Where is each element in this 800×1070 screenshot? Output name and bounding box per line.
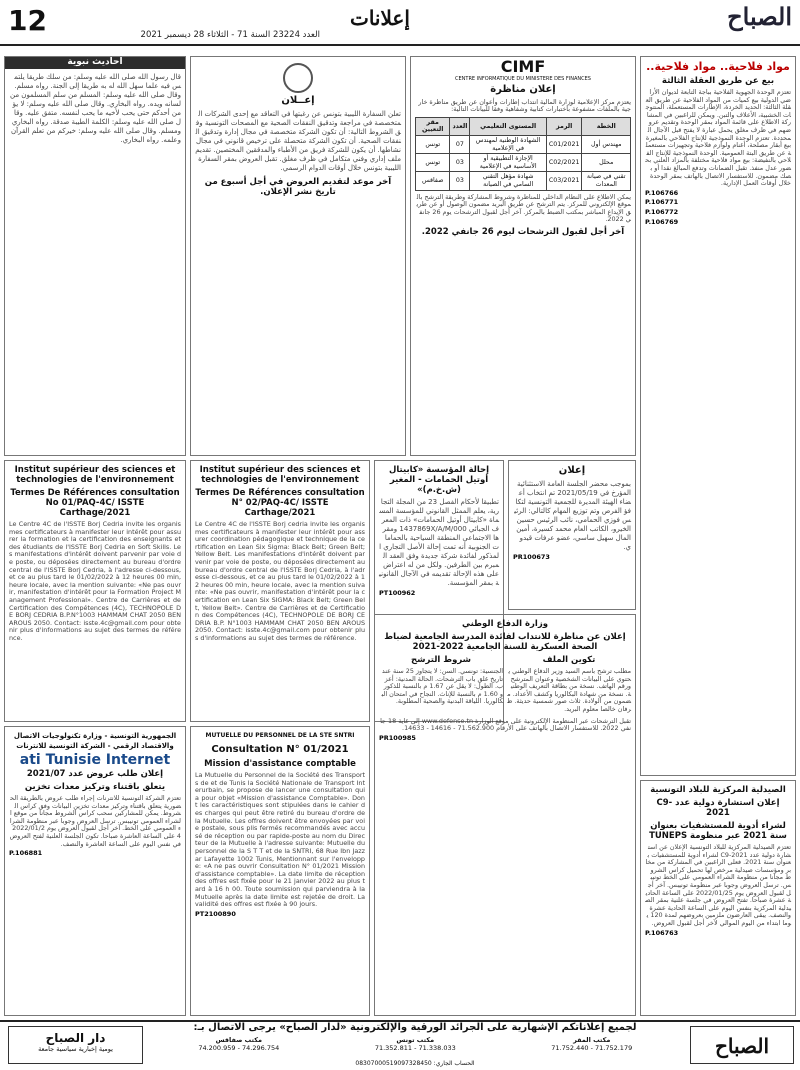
cimf-th: مقر التعيين (416, 117, 450, 135)
dateline: العدد 23224 السنة 71 - الثلاثاء 28 ديسمبر 2021 (140, 30, 320, 40)
mutuelle-org: MUTUELLE DU PERSONNEL DE LA STE SNTRI (205, 732, 355, 739)
issste-inst: Institut supérieur des sciences et technologies de l'environnement (14, 465, 176, 485)
cimf-cell: 03 (450, 154, 470, 172)
pharmacie-body: تعتزم الصيدلية المركزية للبلاد التونسية الإعلان عن استشارة دولية عدد C9-2021 لشراء أدوية للمستشفيات بعنوان سنة 2021. فعلى الراغبين في المشاركة من مخابر ومؤسسات صيدلية مرخص لها تحميل كراس الشروط مجانا من منظومة الشراء العمومي على الخط تونيبس. ترسل العروض وجوبا عبر منظومة تونيبس. آخر أجل لقبول العروض يوم 2022/01/25 على الساعة الحادية عشرة صباحا. تفتح العروض في جلسة علنية بمقر الصيدلية المركزية بنفس اليوم على الساعة الحادية عشرة والنصف. يبقى العارضون ملزمين بعروضهم لمدة 120 يوما ابتداء من اليوم الموالي لآخر أجل لقبول العروض. (645, 843, 791, 927)
defense-conditions-title: شروط الترشح (410, 655, 472, 665)
cimf-org-sub: CENTRE INFORMATIQUE DU MINISTERE DES FINANCES (455, 76, 591, 82)
ati-ref: P.106881 (9, 849, 43, 858)
footer-tagline: يومية إخبارية سياسية جامعة (38, 1045, 113, 1053)
cimf-cell: 03 (450, 172, 470, 190)
defense-file-title: تكوين الملف (542, 655, 596, 665)
office-2-phone: 71.338.033 - 71.352.811 (374, 1044, 456, 1052)
embassy-seal-icon (283, 63, 313, 93)
cimf-logo: CIMF (500, 57, 546, 76)
footer-sub: دار الصباح (45, 1031, 106, 1045)
farm-ref-1: P.106766 (645, 188, 679, 197)
assembly-body: بموجب محضر الجلسة العامة الاستثنائية المؤرخ في 2021/05/19 تم انتخاب أعضاء الهيئة المديرة للجمعية التونسية لتكافؤ الفرص وتم توزيع المهام كالتالي: الرئيس فوزي الحمامي، نائب الرئيس حسين الخيرو، الكاتب العام محمد كسيرة، أمين المال سهيل ساسي، عضو عرفات قيدوي. (514, 480, 631, 551)
defense-contact: تقبل الترشحات عبر المنظومة الإلكترونية على موقع الوزارة www.defense.tn إلى غاية 18 جانفي 2022. للاستفسار الاتصال بالهاتف على الأرقام 71.562.900 - 14616 - 14633. (380, 716, 631, 733)
footer-banner: لجميع إعلاناتكم الإشهارية على الجرائد الورقية والإلكترونية «لدار الصباح» يرجى الاتصال بـ: (193, 1022, 637, 1033)
hadith-body: قال رسول الله صلى الله عليه وسلم: من سلك طريقا يلتمس فيه علما سهل الله له به طريقا إلى الجنة. رواه مسلم. وقال صلى الله عليه وسلم: المسلم من سلم المسلمون من لسانه ويده. رواه البخاري. وقال صلى الله عليه وسلم: لا يؤمن أحدكم حتى يحب لأخيه ما يحب لنفسه. متفق عليه. وقال صلى الله عليه وسلم: الكلمة الطيبة صدقة. رواه البخاري ومسلم. وقال صلى الله عليه وسلم: خيركم من تعلم القرآن وعلمه. رواه البخاري. (10, 72, 181, 144)
ati-logo: ati Tunisie Internet (19, 752, 171, 768)
cimf-ad (410, 56, 636, 456)
cimf-cell: تونس (416, 154, 450, 172)
ati-ad (4, 726, 186, 1016)
cimf-cell: شهادة مؤهل التقني السامي في الصيانة (470, 172, 547, 190)
pharmacie-title: إعلان استشارة دولية عدد C9-2021 (656, 798, 780, 818)
farm-subtitle: بيع عن طريق العقلة الثالثة (661, 76, 775, 86)
cimf-th: الرمز (546, 117, 582, 135)
farm-body: تعتزم الوحدة الجهوية الفلاحية بباجة التابعة لديوان الأراضي الدولية بيع كميات من المواد الفلاحية عن طريق العقلة الثالثة: الحديد الخردة، الإطارات المستعملة، المنتوجات الخشبية، الأعلاف والتبن. ويمكن للراغبين في المشاركة الاطلاع على قائمة المواد بمقر الوحدة وتقديم عروضهم في ظرف مغلق يحمل عبارة لا يفتح قبل الآجال المحددة. تعتزم الوحدة النموذجية للإنتاج الفلاحي بالمغيرة بيع أبقار مصلحة، أغنام ولوازم فلاحية وتجهيزات مستعملة عن طريق البتة العمومية. الوحدة النموذجية للإنتاج الفلاحي بالنفيضة: بيع مواد فلاحية مختلفة بالمزاد العلني بحضور عدل منفذ. تقبل الضمانات وتدفع المبالغ نقدا أو بصك مضمون. للاستفسار الاتصال بالهاتف بمقر الوحدة خلال أوقات العمل الإدارية. (645, 88, 791, 188)
farm-ref-3: P.106772 (645, 207, 679, 216)
cimf-body: يمكن الاطلاع على النظام الداخلي للمناظرة وشروط المشاركة وطريقة الترشح بالموقع الإلكتروني للمركز. يتم الترشح عن طريق البريد مضمون الوصول أو عن طريق الإيداع المباشر بمكتب الضبط بالمركز. آخر أجل لقبول الترشحات يوم 26 جانفي 2022. (416, 192, 631, 224)
cimf-cell: تقني في صيانة المعدات (582, 172, 631, 190)
footer-badge (8, 1026, 143, 1064)
cimf-cell: C01/2021 (546, 135, 582, 153)
cimf-cell: مهندس أول (582, 135, 631, 153)
office-2-name: مكتب تونس (396, 1036, 435, 1044)
cimf-deadline: آخر أجل لقبول الترشحات ليوم 26 جانفي 2022. (421, 226, 625, 237)
hadith-title: أحاديث نبوية (5, 57, 185, 69)
page-number: 12 (8, 4, 47, 37)
ati-org: الجمهورية التونسية - وزارة تكنولوجيات الاتصال والاقتصاد الرقمي - الشركة التونسية للانترنات (13, 732, 177, 750)
defense-title: إعلان عن مناظرة للانتداب لفائدة المدرسة الجامعية لضباط الصحة العسكرية للسنة الجامعية 2022-2021 (384, 632, 626, 652)
issste-title-2: Termes De Références consultation N° 02/PAQ-4C/ ISSTE Carthage/2021 (195, 488, 365, 518)
mutuelle-subtitle: Mission d'assistance comptable (204, 759, 356, 769)
cimf-cell: الإجازة التطبيقية أو الأساسية في الإعلامية (470, 154, 547, 172)
hammamet-ref: PT100962 (379, 589, 416, 597)
farm-title: مواد فلاحية.. مواد فلاحية.. (646, 60, 790, 73)
office-1-phone: 71.752.179 - 71.752.440 (551, 1044, 633, 1052)
libya-body: تعلن السفارة الليبية بتونس عن رغبتها في التعاقد مع إحدى الشركات المتخصصة في مراجعة وتدقيق النفقات الصحية مع المصحات التونسية وفق الشروط التالية: أن تكون الشركة متخصصة في مجال إدارة وتدقيق النفقات الصحية. أن تكون الشركة متحصلة على ترخيص قانوني في مجال نشاطها. أن يكون للشركة فريق من الأطباء والمدققين المختصين. تقديم ملف إداري وفني متكامل في ظرف مغلق. تقبل العروض بمقر السفارة الليبية بتونس خلال أوقات الدوام الرسمي. (195, 110, 401, 172)
defense-ad (374, 614, 636, 1016)
farm-ref-2: P.106771 (645, 198, 679, 207)
issste-body-2: Le Centre 4C de l'ISSTE Borj cedria invite les organismes certificateurs à manifester leur intérêt pour assurer coordination pédagogique et technique de la certification en Lean Six Sigma: Black Belt; Green Belt; Yellow Belt. Les manifestations d'intérêt doivent parvenir par voie de poste, ou déposées directement au bureau d'ordre central de l'ISSTE Borj Cedria, à l'adresse ci-dessous, et ce au plus tard le 01/02/2022 à 12 heures 00 min, heure locale, avec la mention suivante: «Ne pas ouvrir, manifestation d'intérêt pour la certification en Lean Six SIGMA: Black Belt; Green Belt, Yellow Belt». Centre de Carrières et de Certification des Compétences (4C), TECHNOPOLE DE BORJ CEDRIA B.P. N°1003 HAMMAM CHAT 2050 BEN AROUS 2050. Contact: isste.4c@gmail.com pour obtenir plus d'informations au sujet des termes de référence. (195, 520, 365, 642)
farm-ref-4: P.106769 (645, 217, 679, 226)
cimf-cell: 07 (450, 135, 470, 153)
cimf-cell: الشهادة الوطنية لمهندس في الإعلامية (470, 135, 547, 153)
pharmacie-ref: P.106763 (645, 928, 679, 937)
defense-org: وزارة الدفاع الوطني (461, 619, 548, 629)
cimf-th: الخطة (582, 117, 631, 135)
cimf-table (415, 117, 631, 191)
issste-title: Termes De Références consultation No 01/PAQ-4C/ ISSTE Carthage/2021 (10, 488, 180, 518)
office-3-phone: 74.296.754 - 74.200.959 (198, 1044, 280, 1052)
libya-deadline: آخر موعد لتقديم العروض في أجل أسبوع من تاريخ نشر الإعلان. (204, 177, 392, 197)
hammamet-body: تطبيقا لأحكام الفصل 23 من المجلة التجارية، يعلم الممثل القانوني للمؤسسة المسماة «كابيتال أوتيل الحمامات» ذات المعرف الجبائي 1437869X/A/M/000 ومقرها الاجتماعي المنطقة السياحية بالحمامات الجنوبية أنه تمت إحالة الأصل التجاري المذكور لفائدة شركة جديدة وفق العقد المبرم بين الطرفين. ولكل من له اعتراض على هذه الإحالة تقديمه في الآجال القانونية بمقر المؤسسة. (379, 498, 499, 587)
cimf-intro: يعتزم مركز الإعلامية لوزارة المالية انتداب إطارات وأعوان عن طريق مناظرة خارجية بالملفات مشفوعة باختبارات كتابية وشفاهية وفقا للبيانات التالية: (418, 97, 631, 114)
issste-ad-2 (190, 460, 370, 722)
mutuelle-title: Consultation N° 01/2021 (211, 744, 349, 755)
hammamet-title: إحالة المؤسسة «كابيتال أوتيل الحمامات - المغير (ش.خ.م)» (388, 465, 490, 495)
libya-title: إعــلان (281, 95, 315, 106)
table-row (416, 172, 631, 190)
table-row (416, 154, 631, 172)
issste-inst-2: Institut supérieur des sciences et technologies de l'environnement (199, 465, 361, 485)
footer-account: الحساب الجاري: 08307000519097328450 (355, 1060, 475, 1067)
ati-title: إعلان طلب عروض عدد 2021/07 (26, 769, 164, 779)
defense-ref: PR100985 (379, 733, 416, 742)
cimf-cell: صفاقس (416, 172, 450, 190)
issste-ad-1 (4, 460, 186, 722)
mutuelle-ref: PT2100890 (195, 909, 236, 918)
defense-file: مطلب ترشح باسم السيد وزير الدفاع الوطني يحتوي على البيانات الشخصية وعنوان المترشح ورقم الهاتف. نسخة من بطاقة التعريف الوطنية. نسخة من شهادة البكالوريا وكشف الأعداد. مضمون من الولادة. ثلاث صور شمسية حديثة. ظرفان خالصا معلوم البريد. (507, 667, 631, 713)
mutuelle-ad (190, 726, 370, 1016)
footer-logo: الصباح (690, 1026, 794, 1064)
newspaper-logo: الصباح (727, 2, 792, 31)
pharmacie-ad (640, 780, 796, 1016)
cimf-th: العدد (450, 117, 470, 135)
cimf-title: إعلان مناظرة (490, 83, 556, 95)
mutuelle-body: La Mutuelle du Personnel de la Société des Transports de et de Tunis la Société Nationale de Transport Interurbain, se propose de lancer une consultation qui a pour objet «Mission d'assistance Comptable». Dont les caractéristiques sont stipulées dans le cahier des charges qui peut être retiré du bureau d'ordre de la Mutuelle. Les offres doivent être envoyées par voie postale, sous plis fermés recommandés avec accusé de réception ou par rapide-poste au nom du Directeur de la Mutuelle à l'adresse suivante: Mutuelle du personnel de la S T T et de la SNTRI, 68 Rue Ibn Jazzar Lafayette 1002 Tunis, Mentionnant sur l'enveloppe: «A ne pas ouvrir Consultation N° 01/2021 Mission d'assistance comptable». La date limite de réception des offres est fixée pour le 21 janvier 2022 au plus tard à 16 h 00. Toute soumission qui parviendra à la Mutuelle après la date limite est rejetée de droit. La validité des offres est fixée à 90 jours. (195, 771, 365, 909)
libya-ad (190, 56, 406, 456)
pharmacie-org: الصيدلية المركزية للبلاد التونسية (650, 785, 786, 795)
cimf-th: المستوى التعليمي (470, 117, 547, 135)
assembly-ad (508, 460, 636, 610)
cimf-cell: تونس (416, 135, 450, 153)
office-3-name: مكتب صفاقس (215, 1036, 263, 1044)
assembly-title: إعلان (558, 465, 586, 476)
farm-ad (640, 56, 796, 776)
cimf-cell: C03/2021 (546, 172, 582, 190)
ati-subtitle: يتعلق باقتناء وتركيز معدات تخزين (24, 782, 166, 792)
section-title: إعلانات (350, 6, 410, 30)
cimf-cell: C02/2021 (546, 154, 582, 172)
office-1-name: مكتب المقر (573, 1036, 611, 1044)
issste-body: Le Centre 4C de l'ISSTE Borj Cedria invite les organismes certificateurs à manifester leur intérêt pour assurer la formation et la certification des enseignants et des étudiants de l'ISSTE Borj Cedria en Soft Skills. Les manifestations d'intérêt doivent parvenir par voie de poste, ou déposées directement au bureau d'ordre central de l'ISSTE Borj Cedria, à l'adresse ci-dessous, et ce au plus tard le 01/02/2022 à 12 heures 00 min, heure locale, avec la mention suivante: «Ne pas ouvrir, manifestation d'intérêt pour la Formation Project Management Professional». Centre de Carrières et de Certification des Compétences (4C), TECHNOPOLE DE BORJ CEDRIA B.P.N°1003 HAMMAM CHAT 2050 BEN AROUS 2050. Contact: isste.4c@gmail.com pour obtenir plus d'informations au sujet des termes de référence. (9, 520, 181, 642)
assembly-ref: PR100673 (513, 553, 550, 561)
cimf-cell: محلل (582, 154, 631, 172)
pharmacie-subtitle: لشراء أدوية للمستشفيات بعنوان سنة 2021 عبر منظومة TUNEPS (649, 821, 787, 841)
defense-conditions: الجنسية: تونسي. السن: لا يتجاوز 25 سنة عند تاريخ غلق باب الترشحات. الحالة المدنية: أعزب. الطول: لا يقل عن 1.67 م بالنسبة للذكور و 1.60 م بالنسبة للإناث. النجاح في امتحان البكالوريا. اللياقة البدنية والصحية المطلوبة. (381, 667, 503, 706)
hadith-box (4, 56, 186, 456)
table-row (416, 135, 631, 153)
ati-body: تعتزم الشركة التونسية للانترنات إجراء طلب عروض بالطريقة الحضورية يتعلق باقتناء وتركيز معدات تخزين البيانات وفق كراس الشروط. يمكن للمشاركين سحب كراس الشروط مجانا من موقع الشراء العمومي تونيبس. ترسل العروض وجوبا عبر منظومة الشراء العمومي على الخط. آخر أجل لقبول العروض يوم 2022/01/24 على الساعة العاشرة صباحا. تكون الجلسة العلنية لفتح العروض في نفس اليوم على الساعة العاشرة والنصف. (9, 794, 181, 848)
